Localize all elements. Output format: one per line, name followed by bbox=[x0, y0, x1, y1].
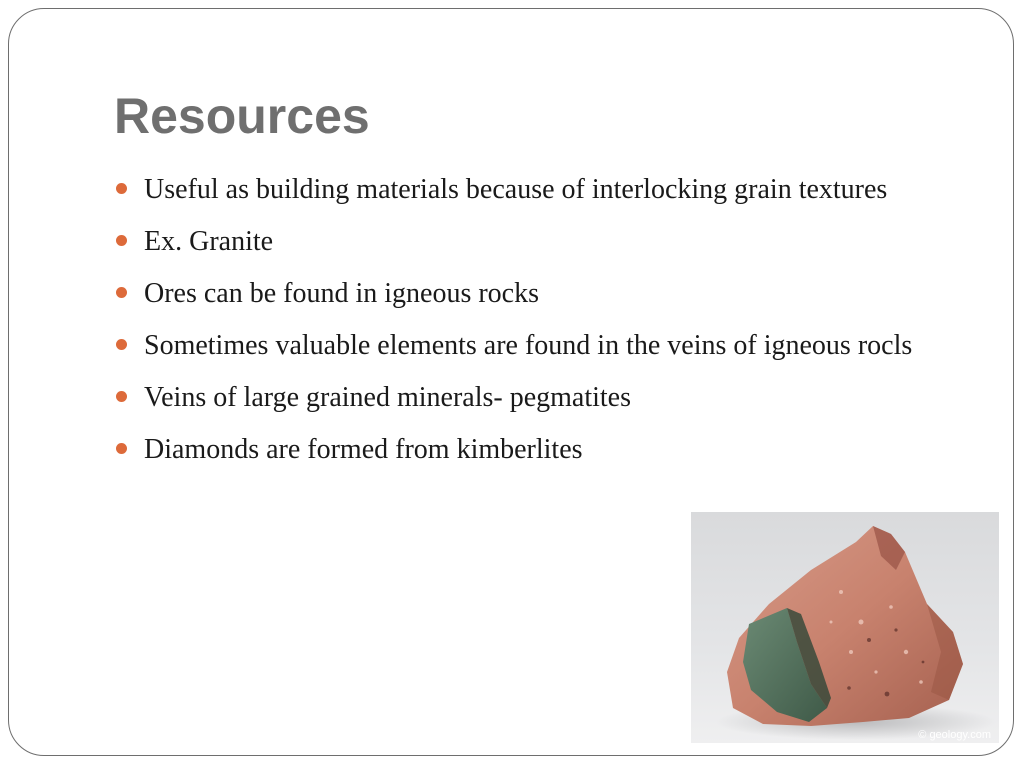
bullet-text: Useful as building materials because of interlocking grain textures bbox=[144, 174, 888, 205]
bullet-item bbox=[116, 376, 916, 420]
bullet-text: Diamonds are formed from kimberlites bbox=[144, 434, 583, 465]
bullet-text: Veins of large grained minerals- pegmatites bbox=[144, 382, 631, 413]
bullet-marker bbox=[116, 183, 127, 194]
bullet-item bbox=[116, 428, 916, 472]
bullet-marker bbox=[116, 287, 127, 298]
bullet-list bbox=[116, 168, 916, 480]
bullet-marker bbox=[116, 339, 127, 350]
slide-title: Resources bbox=[114, 88, 370, 144]
bullet-marker bbox=[116, 235, 127, 246]
bullet-marker bbox=[116, 443, 127, 454]
bullet-marker bbox=[116, 391, 127, 402]
bullet-item bbox=[116, 324, 916, 368]
bullet-text: Ores can be found in igneous rocks bbox=[144, 278, 540, 309]
bullet-item bbox=[116, 220, 916, 264]
bullet-item bbox=[116, 168, 916, 212]
rock-photo bbox=[691, 512, 999, 743]
bullet-item bbox=[116, 272, 916, 316]
image-credit: © geology.com bbox=[918, 729, 991, 741]
bullet-text: Ex. Granite bbox=[144, 226, 274, 257]
bullet-text: Sometimes valuable elements are found in the veins of igneous rocls bbox=[144, 330, 913, 361]
